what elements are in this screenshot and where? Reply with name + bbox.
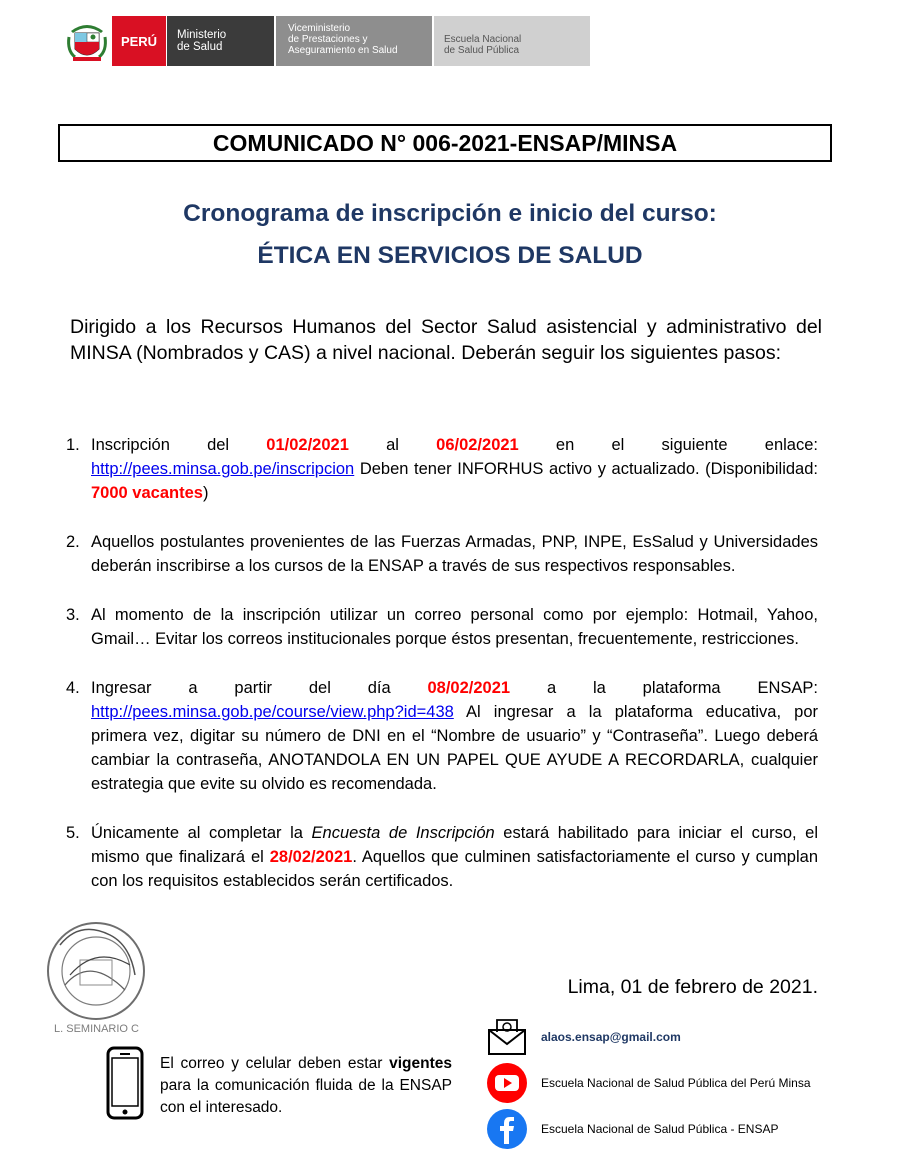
stamp-name: L. SEMINARIO C [54, 1023, 139, 1035]
viceministerio-label [276, 16, 432, 66]
contact-email[interactable] [486, 1016, 681, 1058]
list-item [66, 676, 818, 796]
page-title: Cronograma de inscripción e inicio del curso: [183, 200, 717, 227]
step-number: 1. [66, 436, 80, 454]
vice-line-2: de Prestaciones y [288, 34, 368, 45]
survey-name: Encuesta de Inscripción [311, 824, 495, 842]
step-number: 5. [66, 824, 80, 842]
footer-note [160, 1053, 452, 1119]
peru-label: PERÚ [112, 16, 166, 66]
email-icon [486, 1016, 528, 1058]
escuela-line-2: de Salud Pública [444, 45, 520, 56]
date-end-course: 28/02/2021 [269, 848, 353, 866]
step-number: 3. [66, 606, 80, 624]
step-text: estará habilitado para iniciar el curso, el mismo que finalizará el [91, 824, 819, 866]
step-number: 2. [66, 533, 80, 551]
step-text: ) [202, 484, 209, 502]
list-item [66, 433, 818, 505]
step-text: al [348, 436, 437, 454]
vacantes-count: 7000 vacantes [91, 484, 203, 502]
course-title: ÉTICA EN SERVICIOS DE SALUD [257, 242, 643, 269]
escuela-label [434, 16, 590, 66]
date-start: 01/02/2021 [266, 436, 349, 454]
step-text: a la plataforma ENSAP: [510, 679, 818, 697]
list-item [66, 530, 818, 578]
date-platform: 08/02/2021 [427, 679, 511, 697]
official-stamp [40, 915, 152, 1037]
ministerio-line-1: Ministerio [177, 29, 227, 41]
comunicado-title: COMUNICADO N° 006-2021-ENSAP/MINSA [58, 124, 832, 162]
step-text: . Aquellos que culminen satisfactoriamente el curso y cumplan con los requisitos establecidos serán certificados. [91, 848, 818, 890]
step-text: Ingresar a partir del día [91, 679, 428, 697]
step-text: Deben tener INFORHUS activo y actualizado. (Disponibilidad: [354, 460, 818, 478]
youtube-icon [486, 1062, 528, 1104]
date-line: Lima, 01 de febrero de 2021. [567, 976, 818, 998]
step-text: Al momento de la inscripción utilizar un correo personal como por ejemplo: Hotmail, Yahoo, Gmail… Evitar los correos institucionales porque éstos presentan, frecuentemente, restricciones. [91, 606, 818, 648]
youtube-text: Escuela Nacional de Salud Pública del Perú Minsa [541, 1076, 811, 1090]
list-item [66, 603, 818, 651]
facebook-icon [486, 1108, 528, 1150]
contact-youtube[interactable] [486, 1062, 811, 1104]
step-text: Aquellos postulantes provenientes de las Fuerzas Armadas, PNP, INPE, EsSalud y Universidades deberán inscribirse a los cursos de la ENSAP a través de sus respectivos responsables. [91, 533, 818, 575]
mobile-phone-icon [106, 1046, 144, 1120]
email-text: alaos.ensap@gmail.com [541, 1030, 681, 1044]
peru-coat-of-arms-icon [64, 16, 110, 66]
step-text: Únicamente al completar la [91, 824, 312, 842]
inscripcion-link[interactable]: http://pees.minsa.gob.pe/inscripcion [91, 460, 355, 478]
contact-facebook[interactable] [486, 1108, 778, 1150]
note-text: para la comunicación fluida de la ENSAP con el interesado. [160, 1077, 452, 1116]
step-text: Inscripción del [91, 436, 267, 454]
vice-line-3: Aseguramiento en Salud [288, 45, 398, 56]
ministerio-line-2: de Salud [177, 41, 223, 53]
steps-list [66, 433, 818, 918]
course-link[interactable]: http://pees.minsa.gob.pe/course/view.php?id=438 [91, 703, 454, 721]
note-bold: vigentes [389, 1055, 452, 1072]
vice-line-1: Viceministerio [288, 23, 351, 34]
facebook-text: Escuela Nacional de Salud Pública - ENSAP [541, 1122, 779, 1136]
escuela-line-1: Escuela Nacional [444, 34, 522, 45]
step-text: Al ingresar a la plataforma educativa, por primera vez, digitar su número de DNI en el “Nombre de usuario” y “Contraseña”. Luego deberá cambiar la contraseña, ANOTANDOLA EN UN PAPEL QUE AYUDE A RECORDARLA, cualquier estrategia que evite su olvido es recomendada. [91, 703, 818, 793]
list-item [66, 821, 818, 893]
minsa-header [64, 16, 590, 66]
intro-paragraph: Dirigido a los Recursos Humanos del Sector Salud asistencial y administrativo del MINSA (Nombrados y CAS) a nivel nacional. Deberán seguir los siguientes pasos: [70, 316, 822, 364]
note-text: El correo y celular deben estar [160, 1055, 390, 1072]
step-number: 4. [66, 679, 80, 697]
ministerio-label [166, 16, 274, 66]
date-end: 06/02/2021 [436, 436, 519, 454]
step-text: en el siguiente enlace: [518, 436, 818, 454]
